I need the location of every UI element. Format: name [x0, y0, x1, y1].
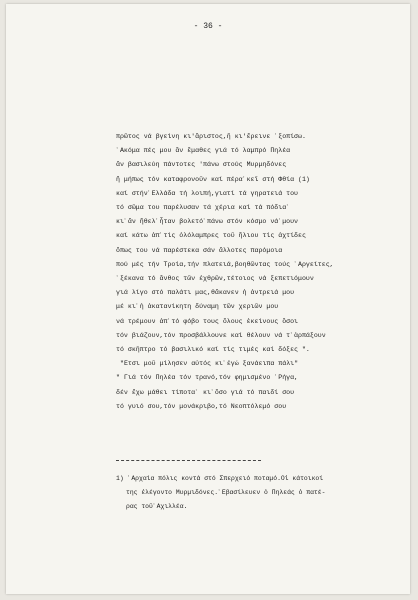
document-page [6, 4, 410, 594]
text-line: ὅπως του νά παρέστεκα σάν ἄλλοτες παρόμοια [116, 246, 283, 254]
text-line: καί στήν᾽Ελλάδα τή λοιπή,γιατί τά γηρατειά του [116, 189, 299, 197]
text-line: "Ετσι μοῦ μίλησεν αὐτός κι᾽ἐγώ ξανάειπα πάλι" [120, 360, 299, 368]
page-number: - 36 - [193, 22, 223, 31]
footnote-divider [116, 460, 261, 461]
text-line: πού μές τήν Τροία,τήν πλατειά,βοηθῶντας τούς ᾽Αργείτες, [116, 260, 334, 268]
footnote-line: της ἐλέγοντο Μυρμιδόνες.᾽Εβασίλευεν ὁ Πηλεάς ὁ πατέ- [126, 489, 326, 496]
text-line: ᾽ξέκανα τό ἄνθος τῶν ἐχθρῶν,τέτοιος νά ξεπετιόμουν [116, 275, 314, 283]
footnote-line: ρας τοῦ᾽Αχιλλέα. [126, 503, 188, 510]
text-line: νά τρέμουν ἀπ᾽τό φόβο τους ὅλους ἐκείνους ὅσοι [116, 317, 299, 325]
text-line: ᾽Ακόμα πές μου ἄν ἔμαθες γιά τό λαμπρό Πηλέα [116, 147, 291, 155]
text-line: τό σῶμα του παρέλυσαν τά χέρια καί τά πόδια᾽ [116, 204, 291, 212]
text-line: ἄν βασιλεύη πάντοτες 'πάνω στούς Μυρμηδόνες [116, 161, 287, 169]
text-line: τό σκῆπτρο τό βασιλικό καί τίς τιμές καί δόξες ". [116, 346, 310, 354]
text-line: καί κάτω ἀπ᾽τίς ὁλόλαμπρες τοῦ ἥλιου τίς ἀχτίδες [116, 232, 306, 240]
text-line: πρῶτος νά βγείνη κι'ἄριστος,ἢ κι'ἔρεινε ᾽ξοπίσω. [116, 133, 306, 140]
footnote-line: 1) ᾽Αρχαία πόλις κοντά στό Σπερχειό ποταμό.Οἱ κάτοικοί [116, 475, 324, 482]
text-line: μέ κι᾽ἡ ἀκατανίκητη δύναμη τῶν χεριῶν μου [116, 303, 279, 311]
text-line: γιά λίγο στό παλάτι μας,θἄκανεν ἡ ἀντρειά μου [116, 289, 295, 297]
text-line: " Γιά τόν Πηλέα τόν τρανό,τόν φημισμένο ᾽Ρήγα, [116, 374, 299, 382]
text-line: τόν βιάζουν,τόν προσβάλλουνε καί θέλουν νά τ᾽ἁρπάξουν [116, 331, 326, 339]
poem-text [116, 130, 396, 414]
text-line: δέν ἔχω μάθει τίποτα᾽ κι᾽ὅσο γιά τό παιδί σου [116, 388, 295, 396]
footnote [116, 472, 396, 514]
text-line: κι᾽ἄν ἤθελ᾽ἦταν βολετό᾽πάνω στόν κόσμο νά᾽μουν [116, 218, 299, 226]
text-line: ἤ μήπως τόν καταφρονοῦν καί πέρα᾽κεῖ στή Φθία (1) [116, 175, 310, 183]
text-line: τό γυιό σου,τόν μονάκριβο,τό Νεοπτόλεμό σου [116, 402, 287, 410]
